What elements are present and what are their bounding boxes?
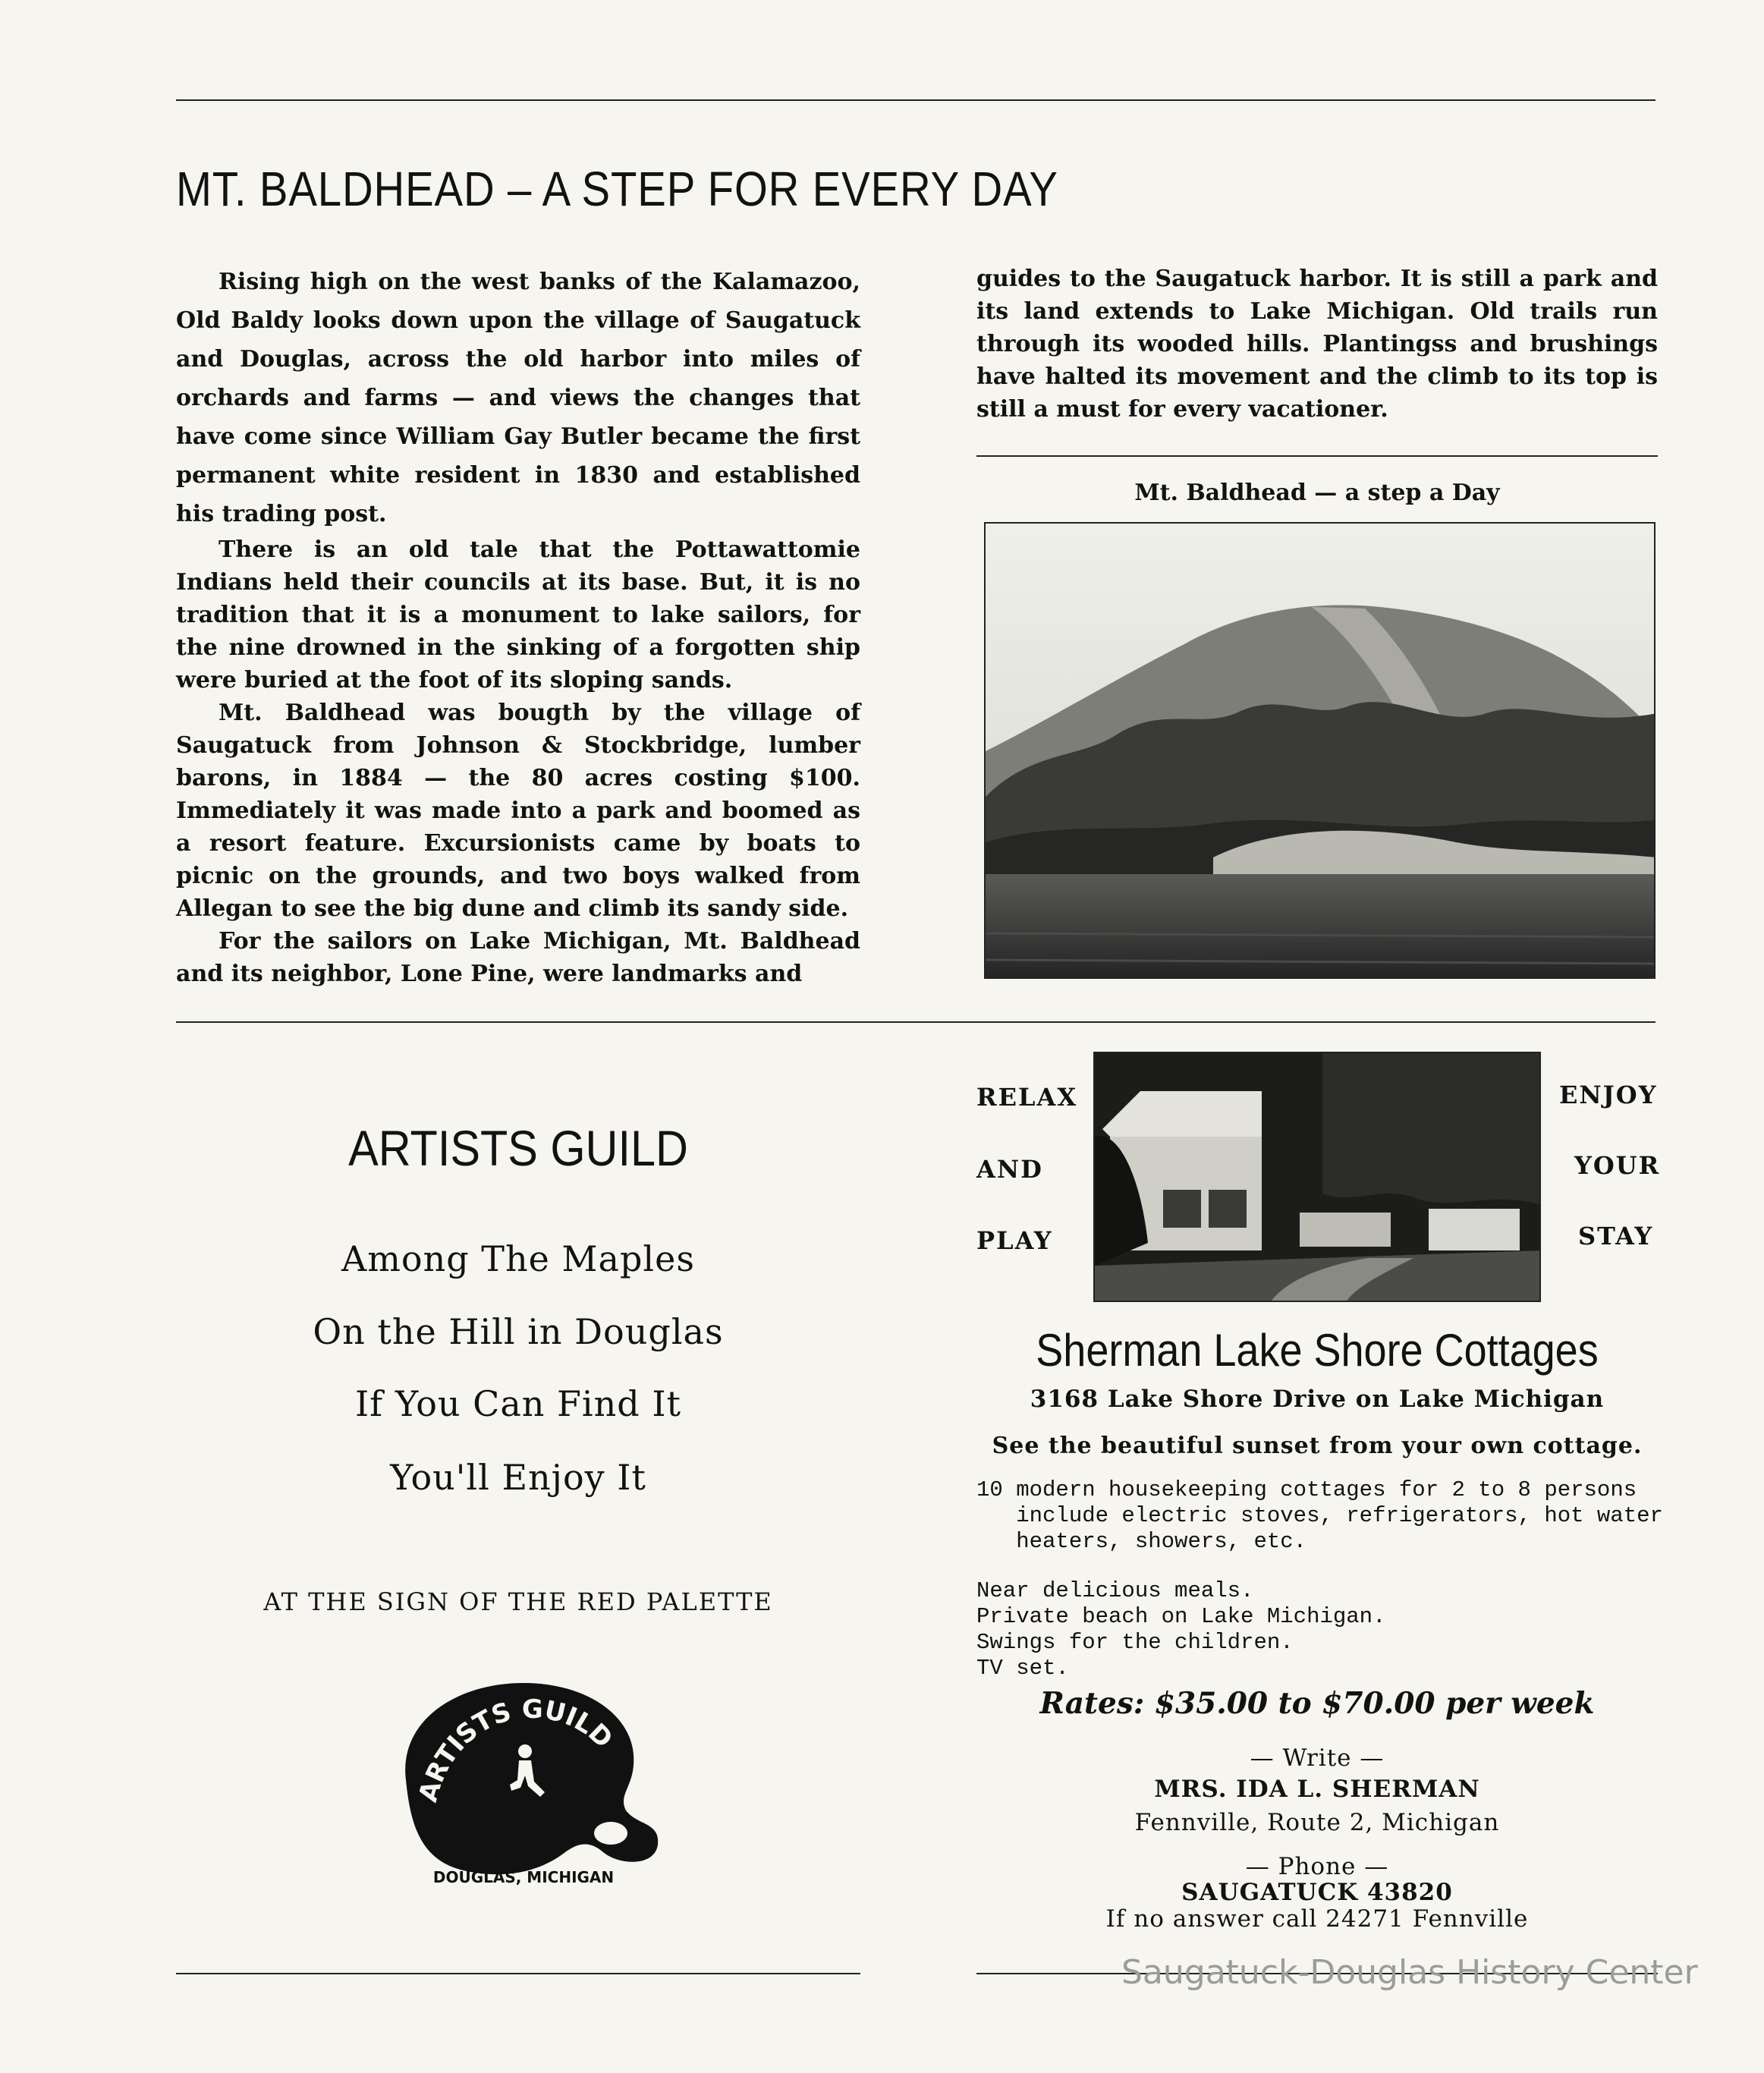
section-divider-rule — [176, 1021, 1656, 1023]
mt-baldhead-photo-image — [986, 524, 1656, 979]
stay-word: STAY — [1578, 1222, 1654, 1250]
relax-word: RELAX — [976, 1083, 1078, 1112]
article-left-column — [176, 263, 860, 990]
cottage-photo — [1093, 1052, 1541, 1302]
contact-name: MRS. IDA L. SHERMAN — [1154, 1776, 1480, 1803]
article-paragraph: Rising high on the west banks of the Kalamazoo, Old Baldy looks down upon the village of Saugatuck and Douglas, across the old harbor into miles of orchards and farms — and views the changes that have come since William Gay Butler became the first permanent white resident in 1830 and established his trading post. — [176, 269, 860, 527]
cottage-features: 10 modern housekeeping cottages for 2 to 8 persons include electric stoves, refrigerators, hot water heaters, showers, etc. — [976, 1477, 1663, 1554]
phone-alt: If no answer call 24271 Fennville — [1105, 1905, 1529, 1933]
mt-baldhead-photo — [984, 522, 1656, 979]
and-word: AND — [976, 1155, 1043, 1184]
cottage-photo-image — [1095, 1053, 1541, 1302]
phone-label: — Phone — — [1245, 1853, 1389, 1880]
photo-caption: Mt. Baldhead — a step a Day — [1134, 480, 1500, 506]
logo-subtext: DOUGLAS, MICHIGAN — [432, 1868, 615, 1886]
article-headline: MT. BALDHEAD – A STEP FOR EVERY DAY — [176, 162, 1058, 216]
article-right-column — [976, 263, 1658, 426]
article-paragraph: Mt. Baldhead was bougth by the village of Saugatuck from Johnson & Stockbridge, lumber barons, in 1884 — the 80 acres costing $100. Immediately it was made into a park and boomed as a resort feature. Excursionists came by boats to picnic on the grounds, and two boys walked from Allegan to see the big dune and climb its sandy side. — [176, 700, 860, 922]
guild-line: You'll Enjoy It — [390, 1457, 646, 1498]
phone-number: SAUGATUCK 43820 — [1181, 1879, 1453, 1906]
article-paragraph-continued: guides to the Saugatuck harbor. It is still a park and its land extends to Lake Michigan. Old trails run through its wooded hills. Plantingss and brushings have halted its movement and the climb to its top is still a must for every vacationer. — [976, 266, 1658, 423]
guild-title: ARTISTS GUILD — [348, 1120, 688, 1176]
article-paragraph: For the sailors on Lake Michigan, Mt. Baldhead and its neighbor, Lone Pine, were landmarks and — [176, 928, 860, 987]
guild-line: Among The Maples — [341, 1238, 695, 1279]
cottage-rates: Rates: $35.00 to $70.00 per week — [1039, 1686, 1595, 1721]
cottage-address: 3168 Lake Shore Drive on Lake Michigan — [1030, 1386, 1605, 1413]
guild-line: On the Hill in Douglas — [313, 1311, 724, 1352]
guild-sign-text: AT THE SIGN OF THE RED PALETTE — [263, 1587, 773, 1616]
play-word: PLAY — [976, 1226, 1053, 1255]
logo-text: ARTISTS GUILD — [413, 1694, 619, 1806]
top-rule — [176, 99, 1656, 101]
photo-top-rule — [976, 455, 1658, 457]
write-label: — Write — — [1250, 1744, 1385, 1772]
guild-line: If You Can Find It — [355, 1383, 681, 1424]
cottage-amenities: Near delicious meals. Private beach on Lake Michigan. Swings for the children. TV set. — [976, 1578, 1386, 1681]
palette-logo-icon — [376, 1666, 664, 1886]
enjoy-word: ENJOY — [1559, 1081, 1658, 1109]
article-paragraph: There is an old tale that the Pottawattomie Indians held their councils at its base. But, it is no tradition that it is a monument to lake sailors, for the nine drowned in the sinking of a forgotten ship were buried at the foot of its sloping sands. — [176, 536, 860, 694]
your-word: YOUR — [1574, 1151, 1661, 1180]
cottage-title: Sherman Lake Shore Cottages — [1036, 1325, 1599, 1376]
artists-guild-logo — [376, 1666, 664, 1886]
watermark: Saugatuck-Douglas History Center — [1121, 1953, 1698, 1992]
contact-address: Fennville, Route 2, Michigan — [1134, 1809, 1500, 1836]
cottage-tagline: See the beautiful sunset from your own cottage. — [992, 1433, 1643, 1459]
bottom-left-rule — [176, 1973, 860, 1974]
